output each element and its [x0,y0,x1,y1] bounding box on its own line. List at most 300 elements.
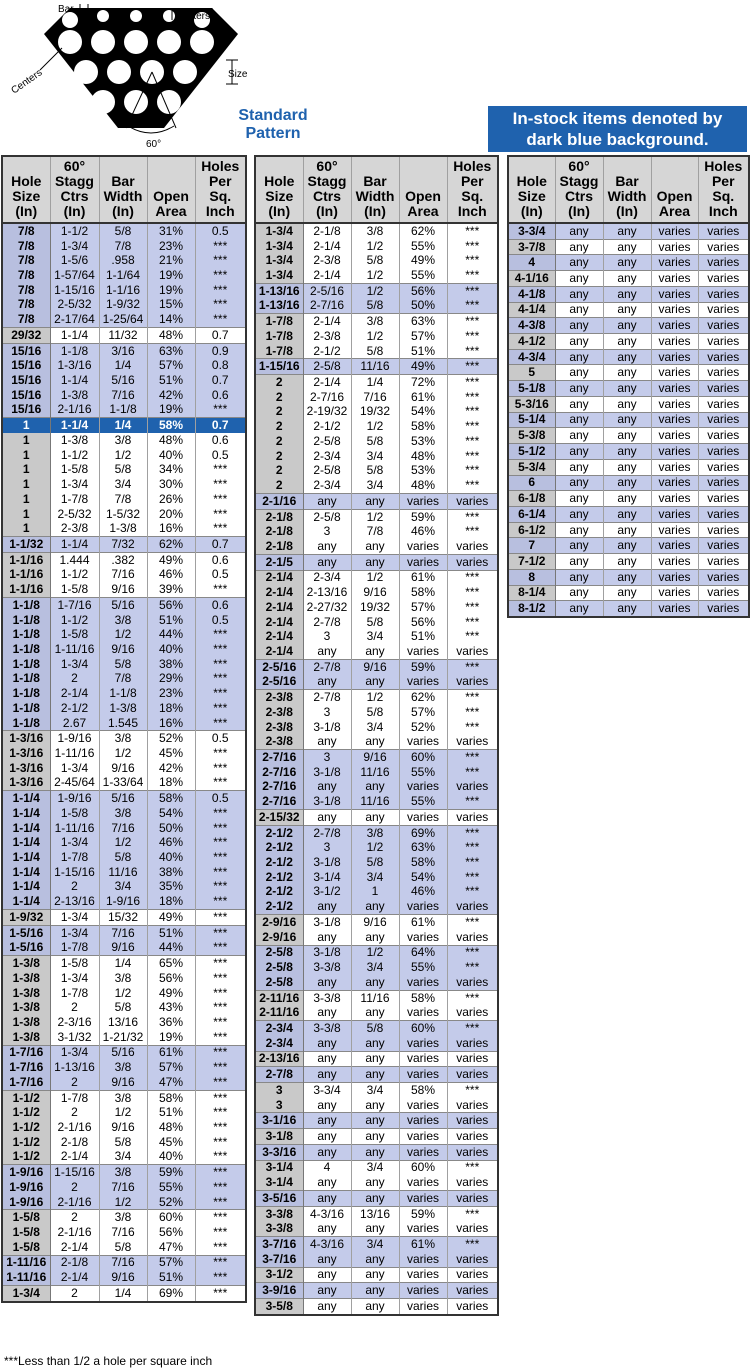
cell-bar-width: 7/8 [99,672,147,687]
table-row [2,925,246,940]
cell-holes-per-sq-inch: *** [447,405,498,420]
cell-open-area: 56% [147,971,195,986]
cell-hole-size: 2-1/4 [255,585,303,600]
cell-stagger-centers: 3 [303,840,351,855]
table-row [508,334,749,350]
cell-stagger-centers: 2-1/4 [303,314,351,329]
cell-stagger-centers: 1-15/16 [50,1165,99,1180]
table-row [255,750,498,765]
cell-open-area: 51% [147,373,195,388]
cell-open-area: varies [399,810,447,826]
cell-stagger-centers: any [303,554,351,570]
header-bar-width: Bar Width (In) [603,156,651,223]
cell-stagger-centers: 1-3/4 [50,761,99,776]
cell-hole-size: 3-5/16 [255,1191,303,1207]
table-row [2,1210,246,1225]
cell-holes-per-sq-inch: varies [698,302,749,318]
cell-stagger-centers: 1.444 [50,552,99,567]
cell-holes-per-sq-inch: varies [447,734,498,749]
cell-hole-size: 2-1/16 [255,493,303,509]
cell-holes-per-sq-inch: *** [447,750,498,765]
cell-holes-per-sq-inch: varies [698,381,749,397]
cell-holes-per-sq-inch: *** [195,1180,246,1195]
table-row [255,765,498,780]
table-row [2,971,246,986]
cell-hole-size: 1-1/4 [2,894,50,909]
cell-bar-width: any [351,1113,399,1129]
cell-bar-width: any [351,554,399,570]
cell-stagger-centers: 1-5/6 [50,253,99,268]
cell-hole-size: 3-3/8 [255,1221,303,1236]
cell-stagger-centers: any [555,522,603,538]
cell-open-area: 48% [399,449,447,464]
cell-bar-width: 5/8 [351,1021,399,1036]
cell-hole-size: 1-3/16 [2,776,50,791]
cell-holes-per-sq-inch: *** [447,283,498,298]
table-row [2,1120,246,1135]
cell-hole-size: 4-1/16 [508,271,555,287]
cell-open-area: varies [651,318,698,334]
cell-open-area: 46% [399,885,447,900]
table-row [2,283,246,298]
cell-holes-per-sq-inch: varies [698,428,749,444]
cell-open-area: varies [651,223,698,239]
cell-holes-per-sq-inch: varies [698,585,749,601]
table-row [2,268,246,283]
cell-bar-width: 1/2 [351,840,399,855]
cell-open-area: 46% [147,568,195,583]
cell-holes-per-sq-inch: varies [447,1144,498,1160]
cell-hole-size: 1-3/4 [255,253,303,268]
cell-stagger-centers: 1-3/4 [50,971,99,986]
cell-holes-per-sq-inch: *** [447,600,498,615]
cell-bar-width: 5/8 [99,1135,147,1150]
cell-stagger-centers: 2-7/16 [303,390,351,405]
cell-holes-per-sq-inch: varies [698,522,749,538]
cell-open-area: 51% [399,344,447,359]
cell-stagger-centers: 1-9/16 [50,791,99,806]
cell-open-area: 52% [147,731,195,746]
cell-holes-per-sq-inch: 0.9 [195,343,246,358]
cell-open-area: 55% [399,794,447,809]
cell-open-area: 38% [147,657,195,672]
cell-holes-per-sq-inch: *** [447,629,498,644]
cell-holes-per-sq-inch: *** [195,627,246,642]
cell-stagger-centers: 1-5/8 [50,582,99,597]
cell-holes-per-sq-inch: varies [447,1129,498,1145]
table-row [255,825,498,840]
table-row [255,705,498,720]
table-row [508,286,749,302]
cell-holes-per-sq-inch: varies [447,1283,498,1299]
cell-stagger-centers: any [555,381,603,397]
header-open-area: Open Area [651,156,698,223]
cell-stagger-centers: 2-7/8 [303,659,351,674]
cell-open-area: 42% [147,761,195,776]
cell-stagger-centers: 2-5/8 [303,359,351,375]
cell-holes-per-sq-inch: 0.6 [195,388,246,403]
cell-hole-size: 7/8 [2,283,50,298]
table-row [255,1051,498,1067]
cell-bar-width: any [351,1098,399,1113]
table-row [255,1267,498,1283]
cell-hole-size: 1-3/4 [255,239,303,254]
cell-bar-width: 3/4 [351,720,399,735]
cell-holes-per-sq-inch: varies [447,1299,498,1315]
cell-bar-width: 11/32 [99,328,147,344]
cell-bar-width: 7/16 [99,388,147,403]
cell-bar-width: any [603,522,651,538]
cell-bar-width: 5/8 [99,223,147,239]
cell-holes-per-sq-inch: *** [447,375,498,390]
cell-bar-width: any [603,271,651,287]
table-row [2,821,246,836]
cell-hole-size: 1-3/4 [255,223,303,239]
cell-stagger-centers: 2 [50,1075,99,1090]
cell-open-area: 59% [399,509,447,524]
cell-open-area: 51% [147,613,195,628]
table-row [255,644,498,659]
cell-open-area: 58% [147,1090,195,1105]
cell-stagger-centers: any [303,780,351,795]
cell-bar-width: any [351,930,399,945]
cell-open-area: 31% [147,223,195,239]
cell-hole-size: 3-7/16 [255,1237,303,1252]
table-row [508,271,749,287]
cell-holes-per-sq-inch: *** [447,855,498,870]
cell-stagger-centers: any [555,255,603,271]
cell-open-area: 52% [147,1195,195,1210]
cell-open-area: 50% [399,299,447,314]
cell-hole-size: 1-7/16 [2,1060,50,1075]
cell-hole-size: 2-11/16 [255,990,303,1005]
cell-stagger-centers: any [555,475,603,491]
cell-stagger-centers: 2-5/8 [303,509,351,524]
cell-bar-width: 3/8 [351,825,399,840]
cell-holes-per-sq-inch: varies [698,255,749,271]
cell-hole-size: 1-3/4 [2,1286,50,1302]
cell-stagger-centers: 1-5/8 [50,463,99,478]
table-row [2,358,246,373]
cell-holes-per-sq-inch: 0.5 [195,568,246,583]
cell-holes-per-sq-inch: *** [195,746,246,761]
cell-stagger-centers: any [555,428,603,444]
cell-stagger-centers: 3 [303,524,351,539]
cell-holes-per-sq-inch: *** [195,312,246,327]
cell-holes-per-sq-inch: *** [447,344,498,359]
cell-bar-width: 5/8 [351,855,399,870]
cell-hole-size: 15/16 [2,343,50,358]
cell-holes-per-sq-inch: varies [447,1098,498,1113]
cell-stagger-centers: 4-3/16 [303,1206,351,1221]
cell-bar-width: 3/4 [351,870,399,885]
cell-open-area: 53% [399,464,447,479]
table-row [508,349,749,365]
cell-open-area: varies [399,899,447,914]
cell-bar-width: 7/16 [99,1225,147,1240]
cell-bar-width: any [351,734,399,749]
cell-bar-width: any [603,318,651,334]
cell-stagger-centers: any [555,396,603,412]
cell-stagger-centers: 2-3/8 [303,329,351,344]
table-row [255,1067,498,1083]
cell-hole-size: 2-3/4 [255,1021,303,1036]
cell-open-area: 49% [399,253,447,268]
cell-open-area: varies [651,381,698,397]
cell-open-area: varies [651,475,698,491]
table-row [255,1283,498,1299]
table-row [255,1221,498,1236]
table-row [508,601,749,617]
table-row [255,960,498,975]
cell-hole-size: 1 [2,433,50,448]
cell-open-area: 16% [147,521,195,536]
cell-open-area: 58% [399,419,447,434]
cell-holes-per-sq-inch: *** [447,1021,498,1036]
cell-hole-size: 2 [255,478,303,493]
cell-stagger-centers: any [303,644,351,659]
cell-open-area: 44% [147,941,195,956]
cell-open-area: varies [651,569,698,585]
cell-bar-width: 3/8 [99,806,147,821]
cell-open-area: varies [651,396,698,412]
cell-stagger-centers: 3-1/8 [303,915,351,930]
cell-bar-width: 3/4 [351,449,399,464]
pattern-title-line-2: Pattern [245,125,301,142]
cell-stagger-centers: 1-13/16 [50,1060,99,1075]
cell-stagger-centers: 2-7/8 [303,825,351,840]
cell-bar-width: 7/16 [99,1255,147,1270]
cell-stagger-centers: any [303,810,351,826]
cell-open-area: 65% [147,956,195,971]
table-row [255,840,498,855]
cell-open-area: 47% [147,1240,195,1255]
cell-holes-per-sq-inch: varies [698,601,749,617]
table-row [2,613,246,628]
table-row [508,569,749,585]
cell-hole-size: 1-11/16 [2,1270,50,1285]
cell-open-area: 14% [147,312,195,327]
cell-bar-width: any [351,780,399,795]
cell-hole-size: 1-1/2 [2,1105,50,1120]
cell-open-area: 49% [147,986,195,1001]
cell-hole-size: 15/16 [2,358,50,373]
cell-open-area: varies [399,1005,447,1020]
cell-holes-per-sq-inch: *** [195,1105,246,1120]
cell-hole-size: 2-1/2 [255,855,303,870]
table-row [255,600,498,615]
table-row [255,1160,498,1175]
cell-hole-size: 3-3/4 [508,223,555,239]
cell-holes-per-sq-inch: 0.5 [195,791,246,806]
cell-bar-width: 3/8 [351,223,399,239]
cell-stagger-centers: any [303,734,351,749]
cell-stagger-centers: 1-3/4 [50,477,99,492]
cell-open-area: 53% [399,434,447,449]
cell-stagger-centers: 2-1/8 [50,1135,99,1150]
cell-hole-size: 2 [255,375,303,390]
cell-bar-width: any [603,601,651,617]
cell-open-area: 61% [147,1045,195,1060]
cell-stagger-centers: 2-5/32 [50,298,99,313]
table-row [255,449,498,464]
cell-hole-size: 1-3/16 [2,746,50,761]
table-row [2,597,246,612]
cell-stagger-centers: 4-3/16 [303,1237,351,1252]
cell-open-area: varies [651,302,698,318]
cell-hole-size: 3-9/16 [255,1283,303,1299]
table-row [255,659,498,674]
cell-hole-size: 1-1/2 [2,1090,50,1105]
cell-stagger-centers: 2-5/32 [50,507,99,522]
cell-holes-per-sq-inch: *** [195,1015,246,1030]
table-row [255,810,498,826]
table-row [255,299,498,314]
cell-open-area: 59% [147,1165,195,1180]
cell-hole-size: 3-7/16 [255,1252,303,1267]
cell-bar-width: 7/8 [99,492,147,507]
cell-holes-per-sq-inch: 0.5 [195,223,246,239]
cell-open-area: 51% [147,1270,195,1285]
cell-open-area: 40% [147,448,195,463]
cell-bar-width: any [351,1129,399,1145]
cell-open-area: 19% [147,1030,195,1045]
cell-open-area: 58% [399,1082,447,1097]
cell-open-area: 61% [399,390,447,405]
cell-stagger-centers: 2-1/16 [50,1225,99,1240]
cell-bar-width: 1-3/8 [99,521,147,536]
cell-holes-per-sq-inch: varies [698,334,749,350]
cell-hole-size: 15/16 [2,373,50,388]
cell-bar-width: 1/2 [351,945,399,960]
cell-holes-per-sq-inch: varies [447,1067,498,1083]
cell-hole-size: 1 [2,492,50,507]
cell-bar-width: 3/4 [351,629,399,644]
cell-hole-size: 1-3/16 [2,731,50,746]
cell-bar-width: any [603,554,651,570]
table-row [2,568,246,583]
cell-hole-size: 1-3/8 [2,986,50,1001]
cell-bar-width: any [603,255,651,271]
cell-hole-size: 2-1/4 [255,600,303,615]
cell-hole-size: 1-5/16 [2,925,50,940]
cell-hole-size: 1 [2,418,50,433]
cell-holes-per-sq-inch: *** [195,686,246,701]
cell-holes-per-sq-inch: varies [447,899,498,914]
cell-hole-size: 1-1/4 [2,806,50,821]
cell-bar-width: 9/16 [99,1270,147,1285]
cell-bar-width: any [603,538,651,554]
cell-open-area: 49% [147,552,195,567]
cell-open-area: 57% [147,358,195,373]
centers-left-label: Centers [9,67,45,97]
cell-bar-width: 9/16 [99,761,147,776]
cell-bar-width: 3/4 [351,1237,399,1252]
cell-holes-per-sq-inch: *** [447,509,498,524]
cell-holes-per-sq-inch: *** [195,716,246,731]
cell-bar-width: 5/8 [351,705,399,720]
cell-stagger-centers: any [303,975,351,990]
cell-open-area: 36% [147,1015,195,1030]
header-stagger-centers: 60° Stagg Ctrs (In) [50,156,99,223]
cell-holes-per-sq-inch: *** [447,390,498,405]
cell-open-area: 26% [147,492,195,507]
cell-stagger-centers: 1-9/16 [50,731,99,746]
cell-open-area: 60% [147,1210,195,1225]
cell-open-area: 21% [147,253,195,268]
cell-stagger-centers: 1-1/2 [50,613,99,628]
cell-stagger-centers: any [303,1144,351,1160]
cell-hole-size: 1-1/4 [2,865,50,880]
cell-holes-per-sq-inch: *** [447,419,498,434]
cell-holes-per-sq-inch: *** [195,761,246,776]
cell-hole-size: 2-7/16 [255,750,303,765]
cell-holes-per-sq-inch: varies [698,223,749,239]
table-row [255,1252,498,1267]
cell-hole-size: 1-3/8 [2,956,50,971]
cell-holes-per-sq-inch: *** [195,806,246,821]
table-row [508,428,749,444]
cell-holes-per-sq-inch: varies [698,239,749,255]
table-row [255,359,498,375]
cell-stagger-centers: 2-5/8 [303,434,351,449]
cell-bar-width: 5/16 [99,791,147,806]
cell-bar-width: 9/16 [99,941,147,956]
cell-open-area: varies [399,554,447,570]
cell-stagger-centers: 1-5/8 [50,956,99,971]
cell-stagger-centers: 3-3/8 [303,1021,351,1036]
cell-bar-width: 5/8 [351,464,399,479]
table-row [255,464,498,479]
cell-open-area: 48% [147,328,195,344]
cell-open-area: 51% [399,629,447,644]
table-row [2,582,246,597]
table-row [255,734,498,749]
cell-holes-per-sq-inch: varies [447,1113,498,1129]
cell-stagger-centers: 3-3/4 [303,1082,351,1097]
table-row [255,794,498,809]
cell-stagger-centers: 1-7/8 [50,850,99,865]
cell-bar-width: 1-25/64 [99,312,147,327]
cell-hole-size: 2-13/16 [255,1051,303,1067]
table-row [2,1015,246,1030]
cell-stagger-centers: 2 [50,880,99,895]
bar-label: Bar [58,4,74,15]
cell-bar-width: 5/8 [99,1000,147,1015]
cell-open-area: 48% [399,478,447,493]
cell-stagger-centers: any [555,506,603,522]
cell-holes-per-sq-inch: *** [195,1225,246,1240]
cell-open-area: 39% [147,582,195,597]
cell-holes-per-sq-inch: *** [195,986,246,1001]
table-row [255,585,498,600]
cell-holes-per-sq-inch: *** [195,403,246,418]
spec-table-2 [254,155,499,1316]
cell-bar-width: 7/16 [351,390,399,405]
cell-holes-per-sq-inch: *** [447,960,498,975]
cell-bar-width: 11/16 [351,765,399,780]
cell-open-area: varies [399,539,447,554]
cell-stagger-centers: any [303,1221,351,1236]
cell-bar-width: any [351,1144,399,1160]
table-row [2,239,246,254]
cell-hole-size: 1-9/16 [2,1180,50,1195]
table-row [2,1225,246,1240]
cell-stagger-centers: 2-7/16 [303,299,351,314]
cell-open-area: 23% [147,239,195,254]
table-row [2,850,246,865]
cell-hole-size: 1-7/8 [255,344,303,359]
